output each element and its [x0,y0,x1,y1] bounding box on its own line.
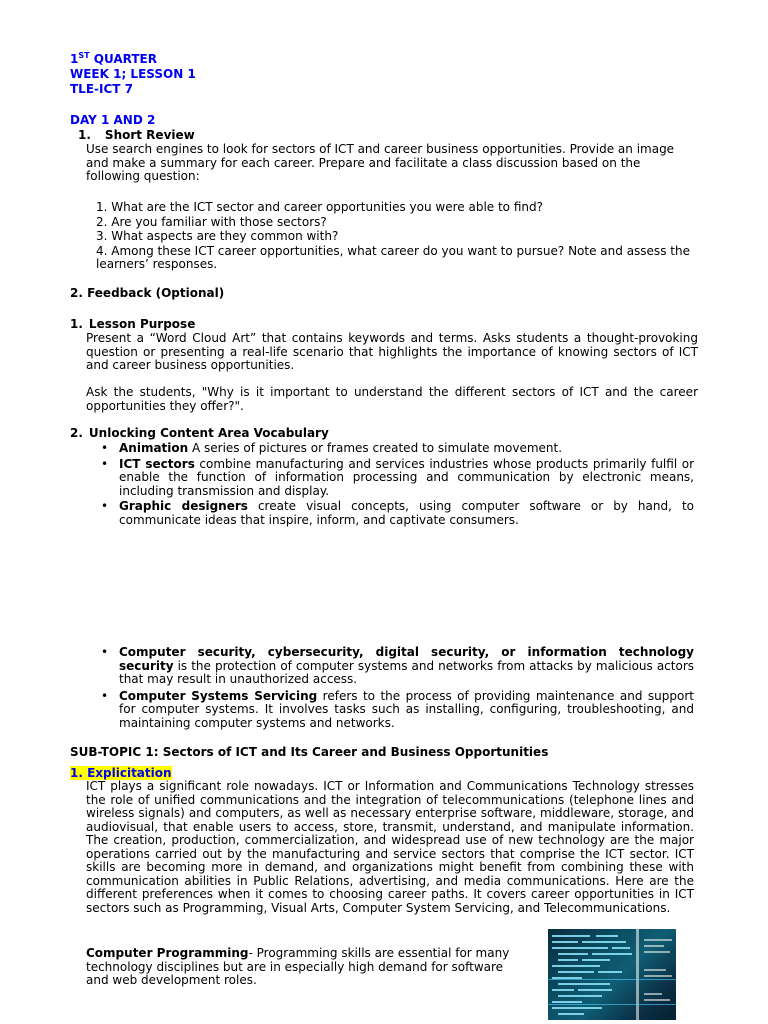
vocabulary-list [101,442,694,529]
vocabulary-definition: create visual concepts, using computer software or by hand, to communicate ideas that inspire, inform, and captivate consumers. [119,499,694,527]
vocabulary-item [101,458,694,499]
lesson-purpose-number: 1. [70,317,83,331]
week-lesson: WEEK 1; LESSON 1 [70,67,196,81]
review-question: 1. What are the ICT sector and career opportunities you were able to find? [96,200,543,214]
bullet: • [101,441,109,455]
vocabulary-definition: combine manufacturing and services industries whose products primarily fulfil or enable the function of information processing and communication by electronic means, including transmission and display. [119,456,695,498]
quarter-heading [70,51,157,66]
bullet: • [101,499,109,513]
subtopic-heading: SUB-TOPIC 1: Sectors of ICT and Its Career and Business Opportunities [70,745,549,759]
short-review-number: 1. [78,128,91,142]
vocabulary-definition: A series of pictures or frames created to simulate movement. [188,441,563,455]
subject-title: TLE-ICT 7 [70,82,133,96]
lesson-purpose-heading [70,317,195,331]
review-question: 4. Among these ICT career opportunities, what career do you want to pursue? Note and assess the learners’ responses. [96,243,690,271]
feedback-heading: 2. Feedback (Optional) [70,286,225,300]
vocabulary-list-continued [101,646,694,732]
vocabulary-item [101,500,694,527]
lesson-purpose-paragraph: Present a “Word Cloud Art” that contains keywords and terms. Asks students a thought-provoking question or presenting a real-life scenario that highlights the importance of knowing sectors of ICT and career business opportunities. [86,331,698,372]
short-review-text: Use search engines to look for sectors of ICT and career business opportunities. Provide an image and make a summary for each career. Prepare and facilitate a class discussion based on the following question: [86,142,675,183]
vocabulary-term: ICT sectors [119,456,195,471]
day-heading: DAY 1 AND 2 [70,113,156,127]
vocabulary-term: Computer security, cybersecurity, digital security, or information technology security [119,645,694,673]
vocabulary-definition: is the protection of computer systems and networks from attacks by malicious actors that may result in unauthorized access. [119,658,694,686]
vocabulary-term: Animation [119,441,189,455]
bullet: • [101,645,109,659]
quarter-word: QUARTER [89,52,157,66]
vocabulary-term: Computer Systems Servicing [119,688,318,703]
bullet: • [101,456,109,471]
programming-paragraph [86,947,524,988]
explicitation-paragraph: ICT plays a significant role nowadays. ICT or Information and Communications Technology stresses the role of unified communications and the integration of telecommunications (telephone lines and wireless signals) and computers, as well as necessary enterprise software, middleware, storage, and audiovisual, that enable users to access, store, transmit, understand, and manipulate information. The creation, production, commercialization, and widespread use of new technology are the major operations carried out by the manufacturing and service sectors that comprise the ICT sector. ICT skills are becoming more in demand, and organizations might benefit from combining these with communication abilities in Public Relations, advertising, and media communications. Here are the different preferences when it comes to choosing career paths. It covers career opportunities in ICT sectors such as Programming, Visual Arts, Computer System Servicing, and Telecommunications. [86,779,694,915]
vocabulary-heading [70,426,329,440]
code-screen-graphic [548,929,676,1020]
programming-term: Computer Programming [86,946,249,960]
quarter-number: 1 [70,52,79,66]
programming-definition: - Programming skills are essential for many technology disciplines but are in especially high demand for software and web development roles. [86,946,510,987]
short-review-title: Short Review [104,128,195,142]
lesson-purpose-question: Ask the students, "Why is it important to understand the different sectors of ICT and the career opportunities they offer?". [86,385,698,413]
vocabulary-item [101,646,694,687]
review-question-list [96,201,696,272]
lesson-purpose-title: Lesson Purpose [88,317,196,331]
bullet: • [101,688,109,703]
vocabulary-term: Graphic designers [119,499,248,513]
vocabulary-definition: refers to the process of providing maintenance and support for computer systems. It involves tasks such as installing, configuring, troubleshooting, and maintaining computer systems and networks. [119,688,694,730]
vocabulary-number: 2. [70,426,83,440]
review-question: 3. What aspects are they common with? [96,229,339,243]
vocabulary-item [101,442,694,456]
quarter-superscript: ST [78,51,90,60]
vocabulary-item [101,690,694,731]
short-review-heading [78,128,195,142]
code-screen-photo-icon [548,929,676,1020]
review-question: 2. Are you familiar with those sectors? [96,214,327,229]
vocabulary-title: Unlocking Content Area Vocabulary [88,426,329,440]
explicitation-heading [70,766,172,780]
explicitation-title: 1. Explicitation [70,766,172,780]
